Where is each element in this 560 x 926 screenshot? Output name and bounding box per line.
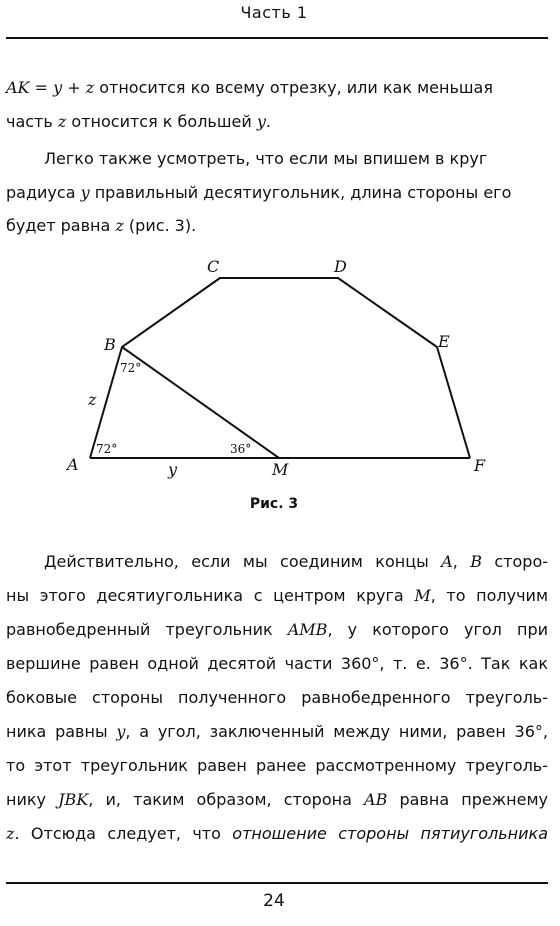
label-y: y bbox=[168, 460, 178, 479]
emphasis-text: отношение стороны пятиугольника bbox=[232, 824, 548, 843]
label-c: C bbox=[207, 257, 220, 276]
para3-text: нику bbox=[6, 790, 59, 809]
equation-ak: AK = y + z bbox=[6, 78, 95, 97]
para2-text: (рис. 3). bbox=[123, 216, 197, 235]
para3-text: , и, таким образом, сторона bbox=[88, 790, 365, 809]
para3-text: боковые стороны полученного равнобедренного треуголь- bbox=[6, 688, 548, 707]
var-y: y bbox=[256, 112, 266, 131]
para1-text: относится к большей bbox=[66, 112, 257, 131]
para3-line-4 bbox=[6, 648, 548, 680]
para3-line-8 bbox=[6, 784, 548, 816]
var-y: y bbox=[116, 722, 126, 741]
chapter-title: Часть 1 bbox=[240, 3, 308, 22]
para3-text: , у которого угол при bbox=[327, 620, 548, 639]
para3-line-2 bbox=[6, 580, 548, 612]
label-e: E bbox=[438, 332, 450, 351]
para3-line-7 bbox=[6, 750, 548, 782]
var-y: y bbox=[80, 183, 90, 202]
figure-caption: Рис. 3 bbox=[249, 496, 299, 512]
var-z: z bbox=[57, 112, 67, 131]
para3-text: , bbox=[452, 552, 471, 571]
para2-text: будет равна bbox=[6, 216, 116, 235]
para3-line-6 bbox=[6, 716, 548, 748]
para1-text: относится ко всему отрезку, или как меньшая bbox=[94, 78, 493, 97]
para2-text: Легко также усмотреть, что если мы впишем в круг bbox=[44, 149, 488, 168]
decagon-outline bbox=[90, 278, 470, 458]
radius-bm bbox=[122, 347, 279, 458]
var-b: B bbox=[470, 552, 482, 571]
label-f: F bbox=[474, 456, 486, 475]
para3-line-5 bbox=[6, 682, 548, 714]
para3-text: ны этого десятиугольника с центром круга bbox=[6, 586, 415, 605]
para3-text: , а угол, заключенный между ними, равен 36°, bbox=[125, 722, 548, 741]
var-z: z bbox=[115, 216, 124, 235]
label-a: A bbox=[67, 455, 79, 474]
var-jbk: JBK bbox=[58, 790, 89, 809]
var-ab: AB bbox=[364, 790, 388, 809]
para3-text: равна прежнему bbox=[387, 790, 548, 809]
para3-text: равнобедренный треугольник bbox=[6, 620, 288, 639]
footer-rule bbox=[6, 882, 548, 884]
var-m: M bbox=[414, 586, 431, 605]
label-b: B bbox=[104, 335, 116, 354]
label-m: M bbox=[272, 460, 289, 479]
label-z: z bbox=[88, 390, 97, 409]
para1-text: часть bbox=[6, 112, 58, 131]
para3-text: то этот треугольник равен ранее рассмотренному треуголь- bbox=[6, 756, 548, 775]
angle-b-label: 72° bbox=[120, 361, 142, 375]
para3-line-3 bbox=[6, 614, 548, 646]
var-amb: AMB bbox=[287, 620, 328, 639]
para3-text: . Отсюда следует, что bbox=[14, 824, 233, 843]
para3-text: Действительно, если мы соединим концы bbox=[44, 552, 442, 571]
para3-line-9 bbox=[6, 818, 548, 850]
para3-text: , то получим bbox=[430, 586, 549, 605]
label-d: D bbox=[334, 257, 347, 276]
angle-m-label: 36° bbox=[230, 442, 252, 456]
para3-text: ника равны bbox=[6, 722, 117, 741]
para2-text: правильный десятиугольник, длина стороны его bbox=[89, 183, 512, 202]
page-number: 24 bbox=[263, 891, 285, 911]
para3-text: вершине равен одной десятой части 360°, т. е. 36°. Так как bbox=[6, 654, 548, 673]
para1-text: . bbox=[265, 112, 271, 131]
var-a: A bbox=[441, 552, 453, 571]
angle-a-label: 72° bbox=[96, 442, 118, 456]
para3-text: сторо- bbox=[481, 552, 549, 571]
var-z: z bbox=[6, 824, 15, 843]
para2-text: радиуса bbox=[6, 183, 81, 202]
para3-line-1 bbox=[44, 546, 548, 578]
